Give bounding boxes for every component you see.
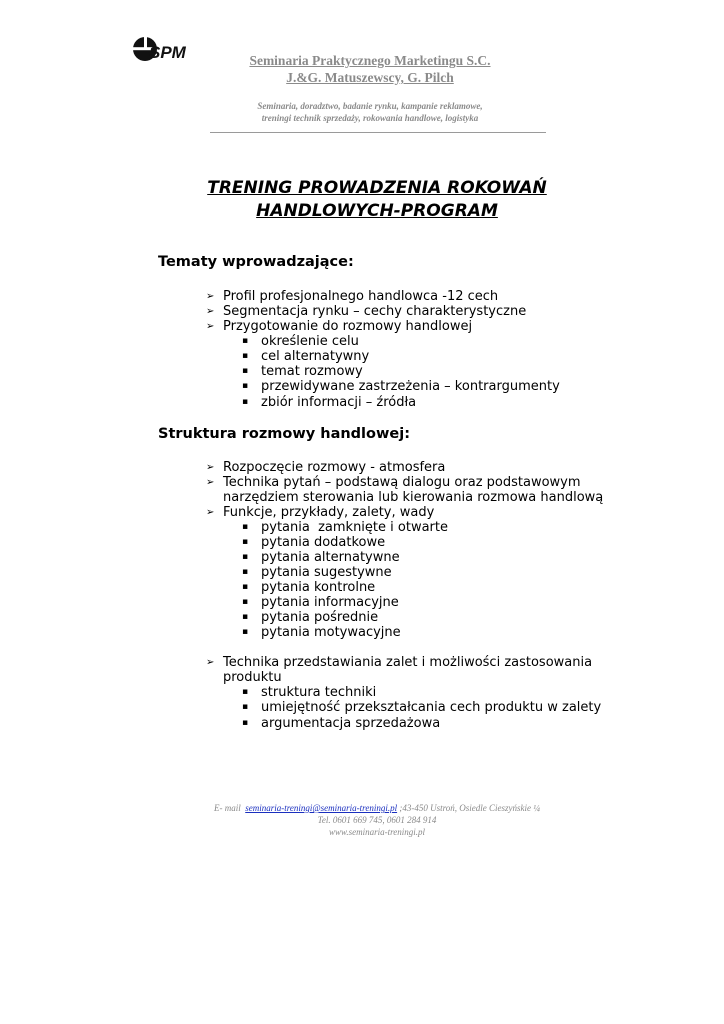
square-bullet-icon: ▪ — [242, 552, 249, 562]
document-title-line2: HANDLOWYCH-PROGRAM — [256, 201, 498, 221]
sub-list-item: ▪ pytania pośrednie — [242, 610, 379, 625]
list-item-continuation: produktu — [223, 670, 282, 685]
header-divider — [210, 132, 546, 133]
sub-list-item: ▪ pytania alternatywne — [242, 550, 400, 565]
sub-list-item: ▪ określenie celu — [242, 334, 359, 349]
list-item: ➢ Rozpoczęcie rozmowy - atmosfera — [206, 460, 446, 475]
sub-list-item: ▪ umiejętność przekształcania cech produktu w zalety — [242, 700, 602, 715]
list-item: ➢ Segmentacja rynku – cechy charakterystyczne — [206, 304, 527, 319]
sub-list-item: ▪ pytania sugestywne — [242, 565, 392, 580]
footer-contact-line — [150, 802, 604, 814]
square-bullet-icon: ▪ — [242, 718, 249, 728]
list-item: ➢ Przygotowanie do rozmowy handlowej — [206, 319, 473, 334]
sub-list-item: ▪ struktura techniki — [242, 685, 377, 700]
spm-logo — [132, 34, 194, 66]
sub-list-item: ▪ temat rozmowy — [242, 364, 363, 379]
list-item: ➢ Funkcje, przykłady, zalety, wady — [206, 505, 435, 520]
square-bullet-icon: ▪ — [242, 366, 249, 376]
footer-address: ;43-450 Ustroń, Osiedle Cieszyńskie ¼ — [397, 803, 540, 813]
section-heading-structure: Struktura rozmowy handlowej: — [158, 426, 410, 442]
square-bullet-icon: ▪ — [242, 351, 249, 361]
sub-list-item: ▪ argumentacja sprzedażowa — [242, 716, 441, 731]
footer-phone: Tel. 0601 669 745, 0601 284 914 — [317, 815, 437, 825]
arrow-bullet-icon: ➢ — [206, 507, 215, 518]
tagline-line1: Seminaria, doradztwo, badanie rynku, kampanie reklamowe, — [257, 101, 483, 111]
square-bullet-icon: ▪ — [242, 582, 249, 592]
sub-list-item: ▪ pytania dodatkowe — [242, 535, 386, 550]
company-name-line2: J.&G. Matuszewscy, G. Pilch — [286, 70, 454, 85]
square-bullet-icon: ▪ — [242, 687, 249, 697]
logo-text: SPM — [149, 43, 186, 62]
document-title-line1: TRENING PROWADZENIA ROKOWAŃ — [207, 178, 547, 198]
square-bullet-icon: ▪ — [242, 627, 249, 637]
list-item: ➢ Technika pytań – podstawą dialogu oraz podstawowym — [206, 475, 581, 490]
section-heading-intro: Tematy wprowadzające: — [158, 254, 354, 270]
arrow-bullet-icon: ➢ — [206, 657, 215, 668]
sub-list-item: ▪ pytania motywacyjne — [242, 625, 401, 640]
sub-list-item: ▪ pytania kontrolne — [242, 580, 376, 595]
sub-list-item: ▪ pytania informacyjne — [242, 595, 399, 610]
square-bullet-icon: ▪ — [242, 612, 249, 622]
arrow-bullet-icon: ➢ — [206, 306, 215, 317]
list-item: ➢ Technika przedstawiania zalet i możliwości zastosowania — [206, 655, 593, 670]
list-item: ➢ Profil profesjonalnego handlowca -12 cech — [206, 289, 499, 304]
tagline-line2: treningi technik sprzedaży, rokowania handlowe, logistyka — [261, 113, 479, 123]
sub-list-item: ▪ zbiór informacji – źródła — [242, 395, 417, 410]
email-link[interactable]: seminaria-treningi@seminaria-treningi.pl — [245, 803, 398, 813]
arrow-bullet-icon: ➢ — [206, 477, 215, 488]
footer-website: www.seminaria-treningi.pl — [328, 827, 425, 837]
arrow-bullet-icon: ➢ — [206, 321, 215, 332]
square-bullet-icon: ▪ — [242, 702, 249, 712]
square-bullet-icon: ▪ — [242, 567, 249, 577]
arrow-bullet-icon: ➢ — [206, 462, 215, 473]
email-label: E- mail — [213, 803, 241, 813]
square-bullet-icon: ▪ — [242, 537, 249, 547]
arrow-bullet-icon: ➢ — [206, 291, 215, 302]
sub-list-item: ▪ pytania zamknięte i otwarte — [242, 520, 448, 535]
company-name-line1: Seminaria Praktycznego Marketingu S.C. — [249, 53, 491, 68]
square-bullet-icon: ▪ — [242, 522, 249, 532]
sub-list-item: ▪ przewidywane zastrzeżenia – kontrargumenty — [242, 379, 560, 394]
square-bullet-icon: ▪ — [242, 336, 249, 346]
square-bullet-icon: ▪ — [242, 597, 249, 607]
square-bullet-icon: ▪ — [242, 397, 249, 407]
sub-list-item: ▪ cel alternatywny — [242, 349, 370, 364]
square-bullet-icon: ▪ — [242, 381, 249, 391]
list-item-continuation: narzędziem sterowania lub kierowania rozmowa handlową — [223, 490, 604, 505]
